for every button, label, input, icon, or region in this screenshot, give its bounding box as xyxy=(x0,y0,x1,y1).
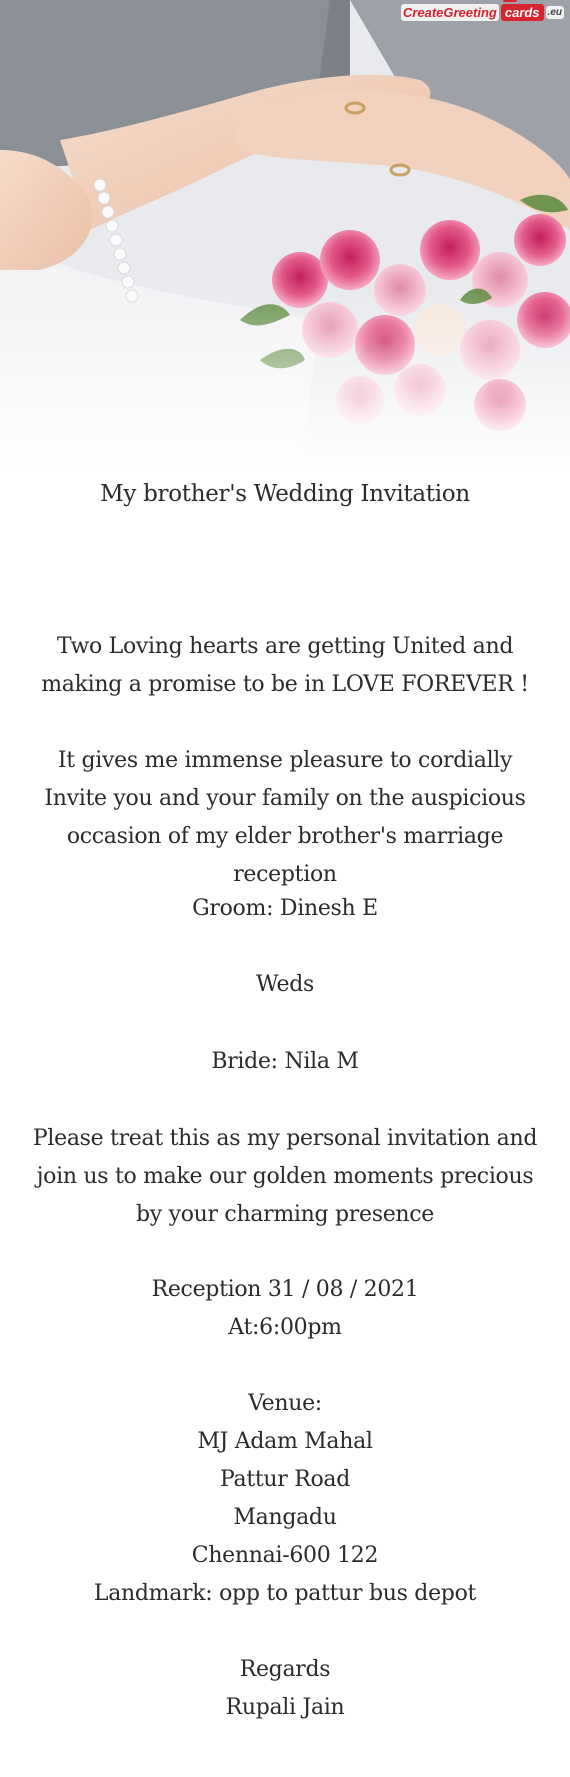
venue-landmark: Landmark: opp to pattur bus depot xyxy=(93,1581,477,1606)
brand-logo-word: CreateGreeting xyxy=(402,5,497,20)
reception-date: Reception 31 / 08 / 2021 xyxy=(151,1277,419,1302)
venue-line: Chennai-600 122 xyxy=(191,1543,379,1568)
gift-icon xyxy=(503,0,517,2)
closing-regards: Regards xyxy=(239,1657,331,1682)
hero-image xyxy=(0,0,570,470)
brand-logo[interactable] xyxy=(401,4,564,21)
venue-line: MJ Adam Mahal xyxy=(197,1429,373,1454)
wedding-hands-bouquet-illustration xyxy=(0,0,570,470)
sender-name: Rupali Jain xyxy=(225,1695,345,1720)
brand-logo-tld: .eu xyxy=(547,7,562,18)
intro-text: Two Loving hearts are getting United and making a promise to be in LOVE FOREVER ! xyxy=(41,634,529,697)
venue-label: Venue: xyxy=(248,1391,322,1416)
reception-time: At:6:00pm xyxy=(228,1315,342,1340)
invitation-title: My brother's Wedding Invitation xyxy=(100,481,470,507)
brand-logo-cards: cards xyxy=(501,4,544,21)
invite-text: It gives me immense pleasure to cordially Invite you and your family on the auspicious occasion of my elder brother's marriage reception xyxy=(44,748,526,887)
venue-line: Pattur Road xyxy=(220,1467,350,1492)
weds-text: Weds xyxy=(255,972,314,997)
bride-name: Bride: Nila M xyxy=(211,1049,359,1074)
request-text: Please treat this as my personal invitation and join us to make our golden moments precious by your charming presence xyxy=(32,1126,538,1227)
groom-name: Groom: Dinesh E xyxy=(192,896,378,921)
venue-line: Mangadu xyxy=(233,1505,337,1530)
